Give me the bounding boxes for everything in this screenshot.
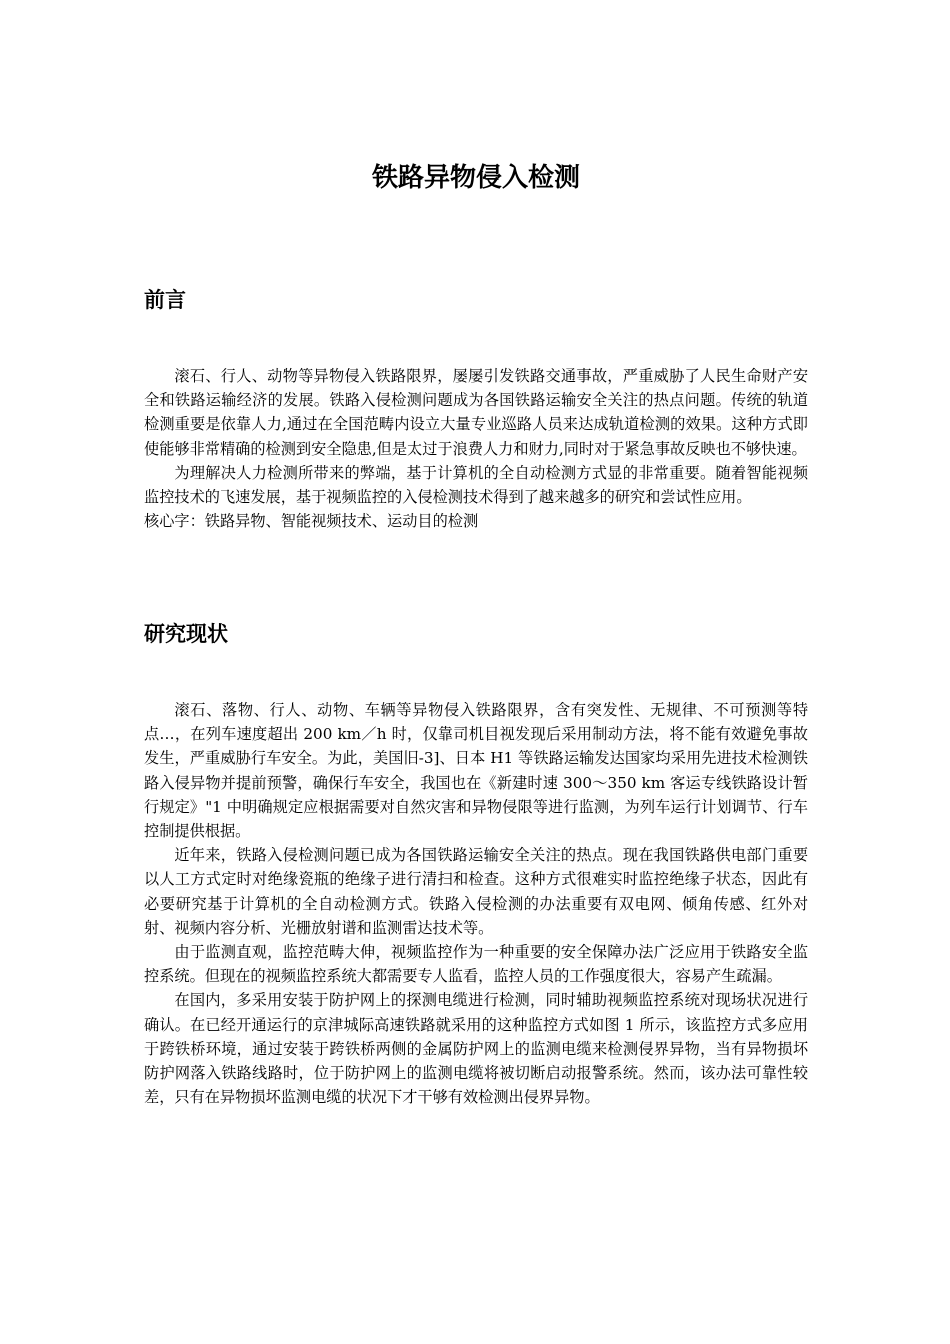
paragraph: 近年来，铁路入侵检测问题已成为各国铁路运输安全关注的热点。现在我国铁路供电部门重要以人工方式定时对绝缘瓷瓶的绝缘子进行清扫和检查。这种方式很难实时监控绝缘子状态，因此有必要研究基于计算机的全自动检测方式。铁路入侵检测的办法重要有双电网、倾角传感、红外对射、视频内容分析、光栅放射谱和监测雷达技术等。 <box>144 846 808 937</box>
section-body-preface <box>144 364 808 533</box>
paragraph: 在国内，多采用安装于防护网上的探测电缆进行检测，同时辅助视频监控系统对现场状况进行确认。在已经开通运行的京津城际高速铁路就采用的这种监控方式如图 1 所示，该监控方式多应用于跨铁桥环境，通过安装于跨铁桥两侧的金属防护网上的监测电缆来检测侵界异物，当有异物损坏防护网落入铁路线路时，位于防护网上的监测电缆将被切断启动报警系统。然而，该办法可靠性较差，只有在异物损坏监测电缆的状况下才干够有效检测出侵界异物。 <box>144 991 808 1107</box>
paragraph: 由于监测直观，监控范畴大伸，视频监控作为一种重要的安全保障办法广泛应用于铁路安全监控系统。但现在的视频监控系统大都需要专人监看，监控人员的工作强度很大，容易产生疏漏。 <box>144 943 808 986</box>
section-body-research-status <box>144 698 808 1109</box>
document-title: 铁路异物侵入检测 <box>371 163 580 193</box>
paragraph: 滚石、行人、动物等异物侵入铁路限界，屡屡引发铁路交通事故，严重威胁了人民生命财产安全和铁路运输经济的发展。铁路入侵检测问题成为各国铁路运输安全关注的热点问题。传统的轨道检测重要是依靠人力,通过在全国范畴内设立大量专业巡路人员来达成轨道检测的效果。这种方式即使能够非常精确的检测到安全隐患,但是太过于浪费人力和财力,同时对于紧急事故反映也不够快速。 <box>144 367 808 458</box>
keywords-line: 核心字：铁路异物、智能视频技术、运动目的检测 <box>144 512 479 531</box>
paragraph: 为理解决人力检测所带来的弊端，基于计算机的全自动检测方式显的非常重要。随着智能视频监控技术的飞速发展，基于视频监控的入侵检测技术得到了越来越多的研究和尝试性应用。 <box>144 463 808 507</box>
paragraph: 滚石、落物、行人、动物、车辆等异物侵入铁路限界，含有突发性、无规律、不可预测等特点…，在列车速度超出 200 km／h 时，仅靠司机目视发现后采用制动方法，将不能有效避免事故发生，严重威胁行车安全。为此，美国旧-3]、日本 H1 等铁路运输发达国家均采用先进技术检测铁路入侵异物并提前预警，确保行车安全，我国也在《新建时速 300～350 km 客运专线铁路设计暂行规定》"1 中明确规定应根据需要对自然灾害和异物侵限等进行监测，为列车运行计划调节、行车控制提供根据。 <box>144 701 808 841</box>
section-heading-research-status: 研究现状 <box>144 622 228 646</box>
section-heading-preface: 前言 <box>144 288 186 312</box>
